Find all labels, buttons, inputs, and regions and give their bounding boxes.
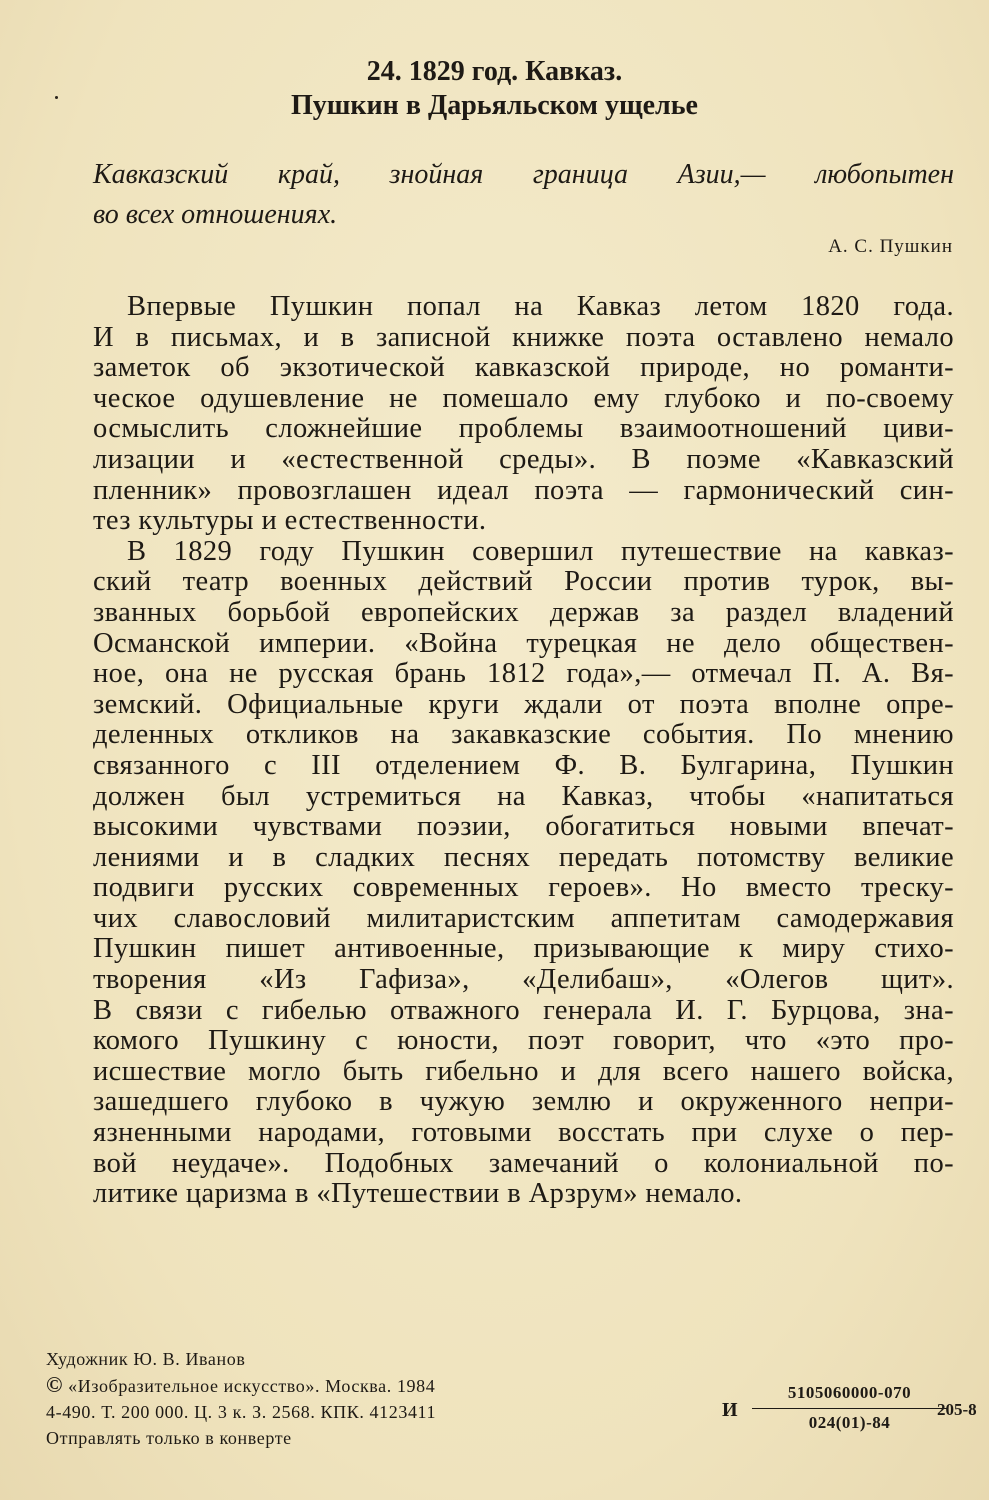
body-line: ное, она не русская брань 1812 года»,— отмечал П. А. Вя- <box>93 658 954 690</box>
body-line: зашедшего глубоко в чужую землю и окруженного непри- <box>93 1086 954 1118</box>
body-line: связанного с III отделением Ф. В. Булгарина, Пушкин <box>93 749 954 781</box>
body-line: лениями и в сладких песнях передать потомству великие <box>93 841 954 873</box>
print-info: 4-490. Т. 200 000. Ц. 3 к. З. 2568. КПК. 4123411 <box>46 1402 437 1422</box>
body-line: Османской империи. «Война турецкая не дело обществен- <box>93 627 954 659</box>
index-numerator: 5105060000-070 <box>787 1383 912 1402</box>
publisher-credit <box>46 1372 436 1399</box>
body-line: творения «Из Гафиза», «Делибаш», «Олегов щит». <box>93 964 954 996</box>
body-line: высокими чувствами поэзии, обогатиться новыми впечат- <box>93 811 954 843</box>
body-line: комого Пушкину с юности, поэт говорит, что «это про- <box>93 1025 954 1057</box>
body-line: земский. Официальные круги ждали от поэта вполне опре- <box>93 688 954 720</box>
body-line: В связи с гибелью отважного генерала И. Г. Бурцова, зна- <box>93 994 954 1026</box>
index-denominator: 024(01)-84 <box>808 1413 891 1432</box>
body-line: чих славословий милитаристским аппетитам самодержавия <box>93 902 954 934</box>
body-line: осмыслить сложнейшие проблемы взаимоотношений циви- <box>93 413 954 445</box>
body-line: ский театр военных действий России против турок, вы- <box>93 566 954 598</box>
body-line: ческое одушевление не помешало ему глубоко и по-своему <box>93 382 954 414</box>
body-line: пленник» провозглашен идеал поэта — гармонический син- <box>93 474 954 506</box>
body-line: заметок об экзотической кавказской природе, но романти- <box>93 352 954 384</box>
body-line: должен был устремиться на Кавказ, чтобы «напитаться <box>93 780 954 812</box>
body-line: Впервые Пушкин попал на Кавказ летом 1820 года. <box>127 291 954 322</box>
body-line: литике царизма в «Путешествии в Арзрум» немало. <box>93 1178 743 1210</box>
epigraph-line-1: Кавказский край, знойная граница Азии,— любопытен <box>93 159 954 190</box>
print-speck <box>55 96 58 99</box>
title-line-1: 24. 1829 год. Кавказ. <box>366 56 623 87</box>
body-line: Пушкин пишет антивоенные, призывающие к миру стихо- <box>93 933 954 965</box>
index-tail: 205-8 <box>937 1400 977 1419</box>
copyright-icon: © <box>46 1372 64 1397</box>
body-text <box>93 292 954 1210</box>
mailing-note: Отправлять только в конверте <box>46 1428 292 1448</box>
index-letter: И <box>722 1399 738 1421</box>
artist-credit: Художник Ю. В. Иванов <box>46 1349 246 1369</box>
body-line: подвиги русских современных героев». Но вместо треску- <box>93 872 954 904</box>
epigraph-line-2: во всех отношениях. <box>93 199 338 230</box>
body-line: вой неудаче». Подобных замечаний о колониальной по- <box>93 1147 954 1179</box>
title-line-2: Пушкин в Дарьяльском ущелье <box>291 90 698 121</box>
body-line: тез культуры и естественности. <box>93 505 487 537</box>
publication-index <box>720 1383 989 1443</box>
body-line: язненными народами, готовыми восстать при слухе о пер- <box>93 1117 954 1149</box>
credits-block <box>46 1346 436 1451</box>
body-line: деленных откликов на закавказские события. По мнению <box>93 719 954 751</box>
index-fraction-line <box>752 1408 947 1409</box>
body-line: И в письмах, и в записной книжке поэта оставлено немало <box>93 321 954 353</box>
body-line: званных борьбой европейских держав за раздел владений <box>93 596 954 628</box>
epigraph-author: А. С. Пушкин <box>828 236 953 257</box>
publisher-text: «Изобразительное искусство». Москва. 1984 <box>68 1376 436 1396</box>
body-line: В 1829 году Пушкин совершил путешествие на кавказ- <box>127 535 954 567</box>
body-line: лизации и «естественной среды». В поэме «Кавказский <box>93 443 954 475</box>
body-line: исшествие могло быть гибельно и для всего нашего войска, <box>93 1055 954 1087</box>
